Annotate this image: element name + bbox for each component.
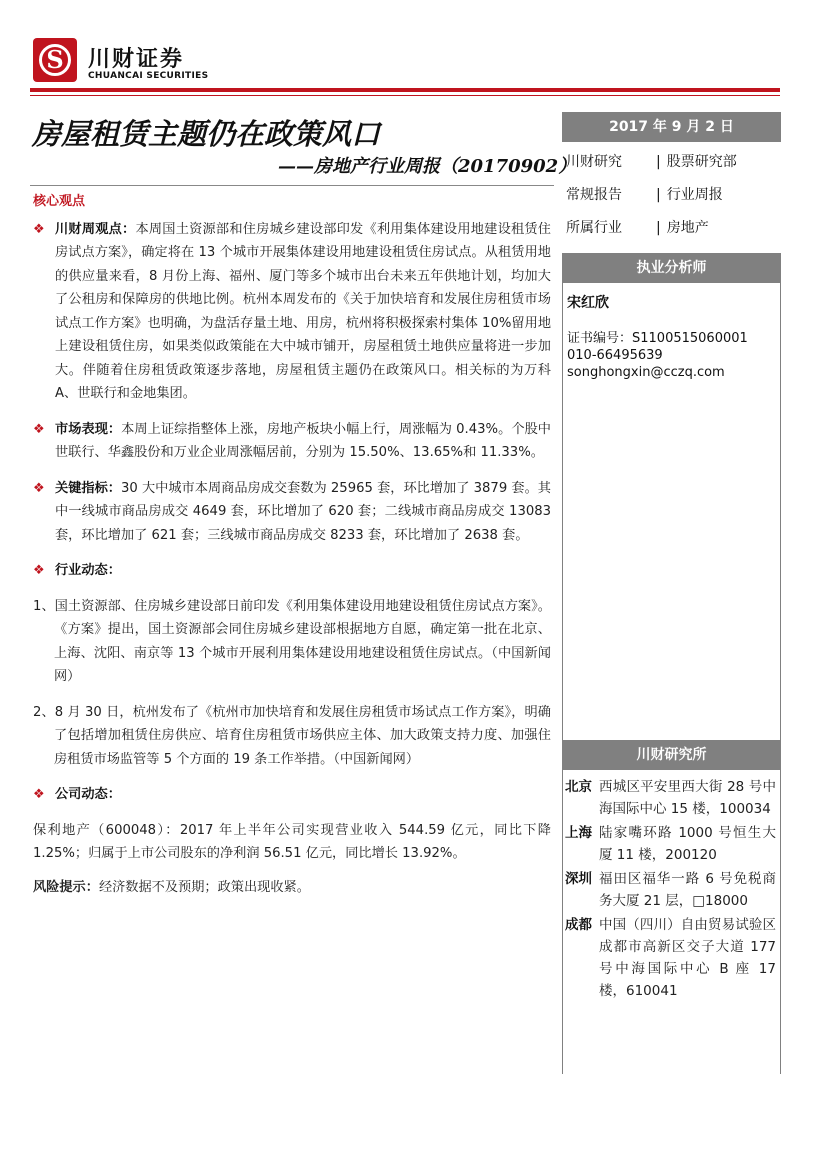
institute-bar: 川财研究所: [562, 740, 781, 770]
info-key: 川财研究: [566, 154, 622, 170]
risk-head: 风险提示：: [33, 879, 99, 895]
office-city: 北京: [565, 779, 592, 795]
bullet-text: 本周上证综指整体上涨，房地产板块小幅上行，周涨幅为 0.43%。个股中世联行、华鑫股份和万业企业周涨幅居前，分别为 15.50%、13.65%和 11.33%。: [55, 421, 551, 460]
bullet-diamond-icon: ❖: [33, 221, 45, 237]
bullet-industry: [33, 559, 551, 583]
bullet-head: 市场表现：: [55, 421, 122, 437]
industry-item: 2、8 月 30 日，杭州发布了《杭州市加快培育和发展住房租赁市场试点工作方案》，明确了包括增加租赁住房供应、培育住房租赁市场供应主体、加大政策支持力度、加强住房租赁市场监管等 5 个方面的 19 条工作举措。（中国新闻网）: [33, 704, 551, 767]
bullet-text: 30 大中城市本周商品房成交套数为 25965 套，环比增加了 3879 套。其中一线城市商品房成交 4649 套，环比增加了 620 套；二线城市商品房成交 13083 套，环比增加了 621 套；三线城市商品房成交 8233 套，环比增加了 2638 套。: [55, 480, 551, 543]
office-item: [563, 776, 780, 820]
info-row: [562, 146, 781, 179]
info-value: | 股票研究部: [656, 146, 781, 179]
office-address: 西城区平安里西大街 28 号中海国际中心 15 楼，100034: [599, 779, 776, 817]
bullet-indicator: [33, 477, 551, 548]
bullet-company: [33, 783, 551, 807]
analyst-email[interactable]: songhongxin@cczq.com: [567, 365, 725, 380]
brand-name-en: CHUANCAI SECURITIES: [88, 71, 209, 81]
bullet-diamond-icon: ❖: [33, 787, 45, 802]
title-divider: [30, 185, 554, 186]
info-row: [562, 179, 781, 212]
info-value: | 行业周报: [656, 179, 781, 212]
logo-glyph: S: [46, 45, 64, 74]
bullet-text: 本周国土资源部和住房城乡建设部印发《利用集体建设用地建设租赁住房试点方案》，确定将在 13 个城市开展集体建设用地建设租赁住房试点。从租赁用地的供应量来看，8 月份上海、福州、厦门等多个城市出台未来五年供地计划，均加大了公租房和保障房的供地比例。杭州本周发布的《关于加快培育和发展住房租赁市场试点工作方案》也明确，为盘活存量土地、用房，杭州将积极探索村集体 10%留用地上建设租赁住房，如果类似政策能在大中城市铺开，房屋租赁土地供应量将进一步加大。伴随着住房租赁政策逐步落地，房屋租赁主题仍在政策风口。相关标的为万科 A、世联行和金地集团。: [55, 221, 551, 401]
bullet-market: [33, 418, 551, 465]
office-address: 福田区福华一路 6 号免税商务大厦 21 层，□18000: [599, 871, 776, 909]
office-city: 深圳: [565, 871, 592, 887]
analyst-phone: 010-66495639: [567, 348, 663, 363]
risk-text: 经济数据不及预期；政策出现收紧。: [98, 879, 310, 895]
company-news: 保利地产（600048）：2017 年上半年公司实现营业收入 544.59 亿元，同比下降 1.25%；归属于上市公司股东的净利润 56.51 亿元，同比增长 13.92%。: [33, 822, 551, 861]
office-item: [563, 914, 780, 1002]
info-key: 常规报告: [566, 187, 622, 203]
brand-name-cn: 川财证券: [88, 47, 185, 72]
info-value: | 房地产: [656, 212, 781, 245]
report-subtitle: ——房地产行业周报（20170902）: [278, 156, 577, 177]
header-rule: [30, 88, 780, 92]
risk-note: [33, 876, 551, 900]
bullet-diamond-icon: ❖: [33, 421, 45, 437]
bullet-weekly-view: [33, 218, 551, 406]
core-view-label: 核心观点: [33, 194, 86, 209]
office-list: [562, 770, 781, 1074]
bullet-head: 川财周观点：: [55, 221, 136, 237]
office-item: [563, 868, 780, 912]
office-address: 中国（四川）自由贸易试验区成都市高新区交子大道 177 号中海国际中心 B 座 17 楼，610041: [599, 917, 776, 999]
analyst-name: 宋红欣: [567, 295, 609, 311]
analyst-cert: 证书编号：S1100515060001: [567, 331, 748, 346]
office-city: 成都: [565, 917, 592, 933]
info-row: [562, 212, 781, 245]
bullet-diamond-icon: ❖: [33, 563, 45, 578]
office-item: [563, 822, 780, 866]
main-content: [33, 190, 551, 899]
bullet-diamond-icon: ❖: [33, 480, 45, 496]
header-rule-thin: [30, 95, 780, 96]
office-address: 陆家嘴环路 1000 号恒生大厦 11 楼，200120: [599, 825, 776, 863]
info-key: 所属行业: [566, 220, 622, 236]
analyst-bar: 执业分析师: [562, 253, 781, 283]
brand-logo: [33, 38, 77, 82]
report-title: 房屋租赁主题仍在政策风口: [32, 117, 381, 151]
bullet-head: 行业动态：: [55, 563, 121, 578]
office-city: 上海: [565, 825, 592, 841]
sidebar: [562, 112, 781, 1074]
analyst-box: [562, 283, 781, 740]
bullet-head: 关键指标：: [55, 480, 121, 496]
industry-item: 1、国土资源部、住房城乡建设部日前印发《利用集体建设用地建设租赁住房试点方案》。《方案》提出，国土资源部会同住房城乡建设部根据地方自愿，确定第一批在北京、上海、沈阳、南京等 13 个城市开展利用集体建设用地建设租赁住房试点。（中国新闻网）: [33, 598, 551, 684]
report-date: 2017 年 9 月 2 日: [562, 112, 781, 142]
bullet-head: 公司动态：: [55, 787, 121, 802]
